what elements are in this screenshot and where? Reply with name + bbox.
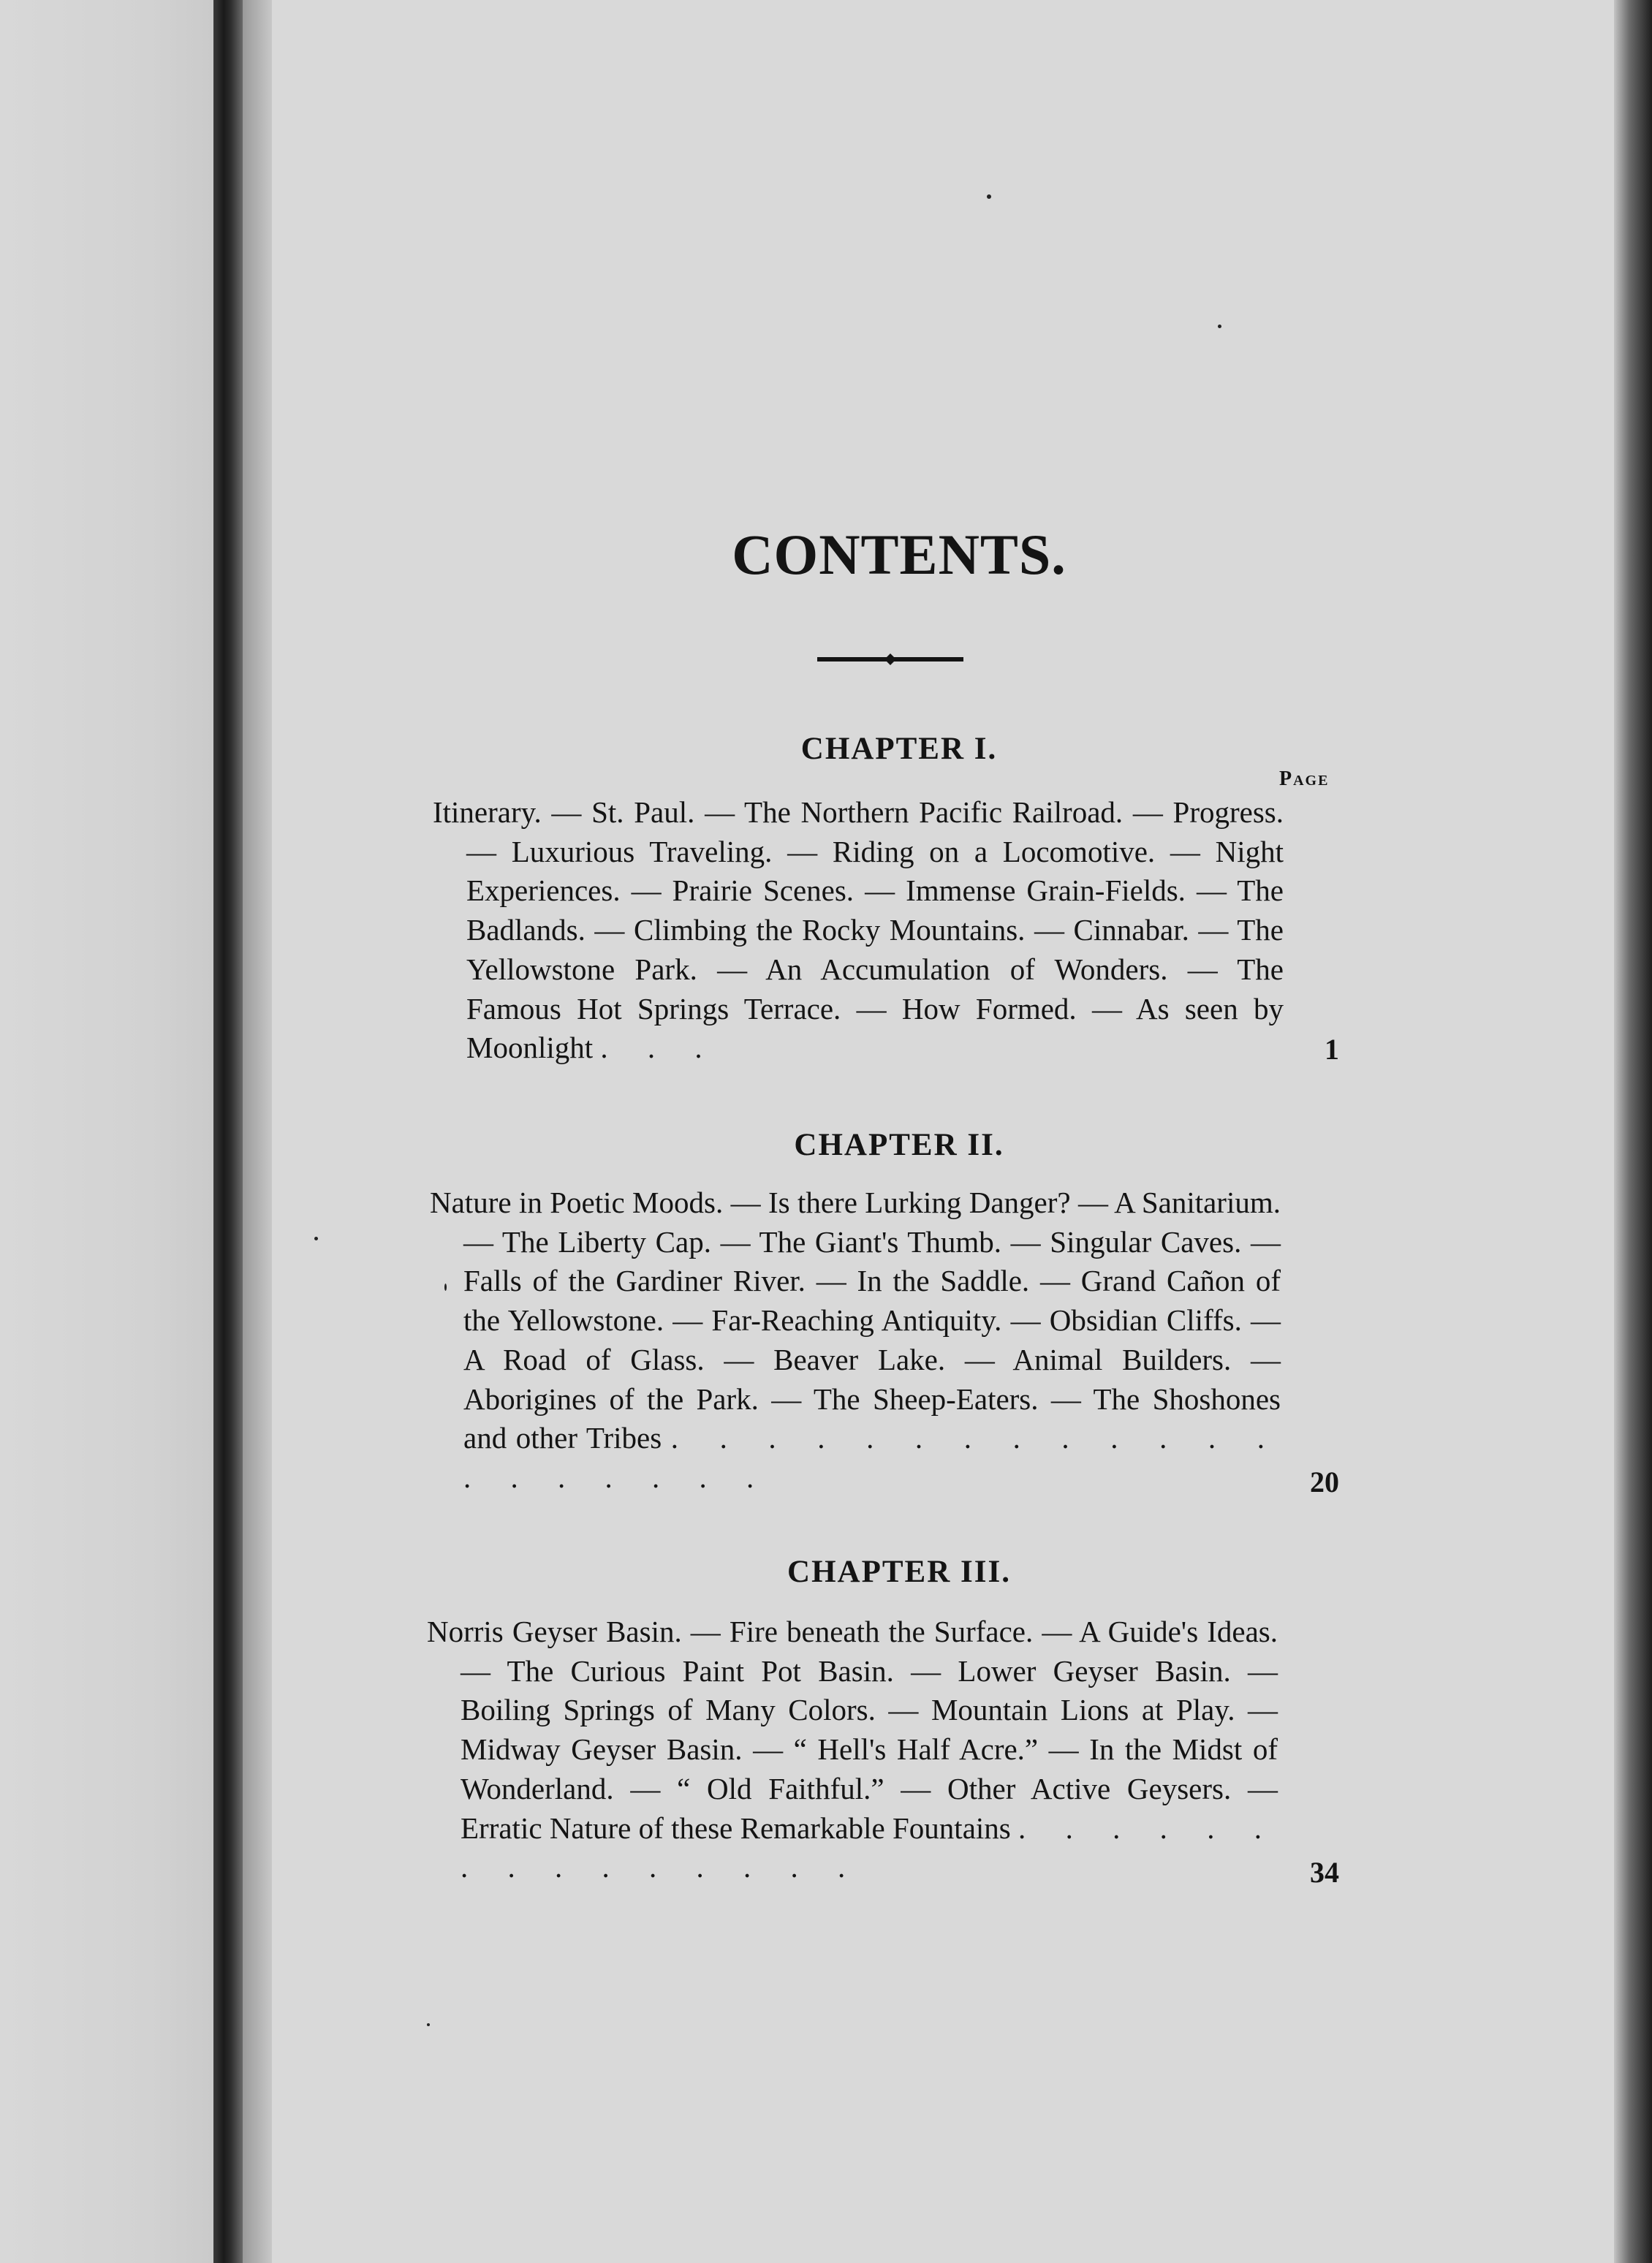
facing-page: [0, 0, 213, 2263]
summary-text: Itinerary. — St. Paul. — The Northern Pacific Railroad. — Progress. — Luxurious Traveling. — Riding on a Locomotive. — Night Experiences. — Prairie Scenes. — Immense Grain-Fields. — The Badlands. — Climbing the Rocky Mountains. — Cinnabar. — The Yellowstone Park. — An Accumulation of Wonders. — The Famous Hot Springs Terrace. — How Formed. — As seen by Moonlight: [433, 795, 1284, 1065]
chapter-heading: CHAPTER III.: [787, 1555, 1011, 1589]
chapter-page-number: 34: [1310, 1856, 1339, 1889]
print-speck: [427, 2023, 430, 2026]
print-speck: [1218, 325, 1221, 328]
title-rule-ornament: [817, 652, 963, 667]
chapter-summary: [430, 1183, 1281, 1498]
summary-text: Norris Geyser Basin. — Fire beneath the Surface. — A Guide's Ideas. — The Curious Paint Pot Basin. — Lower Geyser Basin. — Boiling Springs of Many Colors. — Mountain Lions at Play. — Midway Geyser Basin. — “ Hell's Half Acre.” — In the Midst of Wonderland. — “ Old Faithful.” — Other Active Geysers. — Erratic Nature of these Remarkable Fountains: [427, 1615, 1278, 1845]
book-gutter: [213, 0, 243, 2263]
page-edge-shadow: [1614, 0, 1652, 2263]
chapter-page-number: 1: [1325, 1033, 1339, 1066]
page-column-label: Page: [1279, 767, 1330, 790]
print-speck: [314, 1237, 318, 1240]
chapter-page-number: 20: [1310, 1466, 1339, 1498]
dot-leader: . . . . . . . . . . . . . . .: [461, 1811, 1278, 1884]
gutter-shadow: [243, 0, 272, 2263]
page-title: CONTENTS.: [732, 523, 1066, 586]
chapter-heading: CHAPTER II.: [794, 1128, 1004, 1162]
chapter-heading: CHAPTER I.: [800, 732, 998, 766]
print-speck: [987, 194, 991, 199]
dot-leader: . . . . . . . . . . . . . . . . . . . .: [463, 1421, 1281, 1494]
dot-leader: . . .: [600, 1031, 719, 1065]
chapter-summary: [433, 793, 1284, 1068]
chapter-summary: [427, 1612, 1278, 1887]
summary-text: Nature in Poetic Moods. — Is there Lurking Danger? — A Sanitarium. — The Liberty Cap. — The Giant's Thumb. — Singular Caves. — Falls of the Gardiner River. — In the Saddle. — Grand Cañon of the Yellowstone. — Far-Reaching Antiquity. — Obsidian Cliffs. — A Road of Glass. — Beaver Lake. — Animal Builders. — Aborigines of the Park. — The Sheep-Eaters. — The Shoshones and other Tribes: [430, 1186, 1281, 1455]
